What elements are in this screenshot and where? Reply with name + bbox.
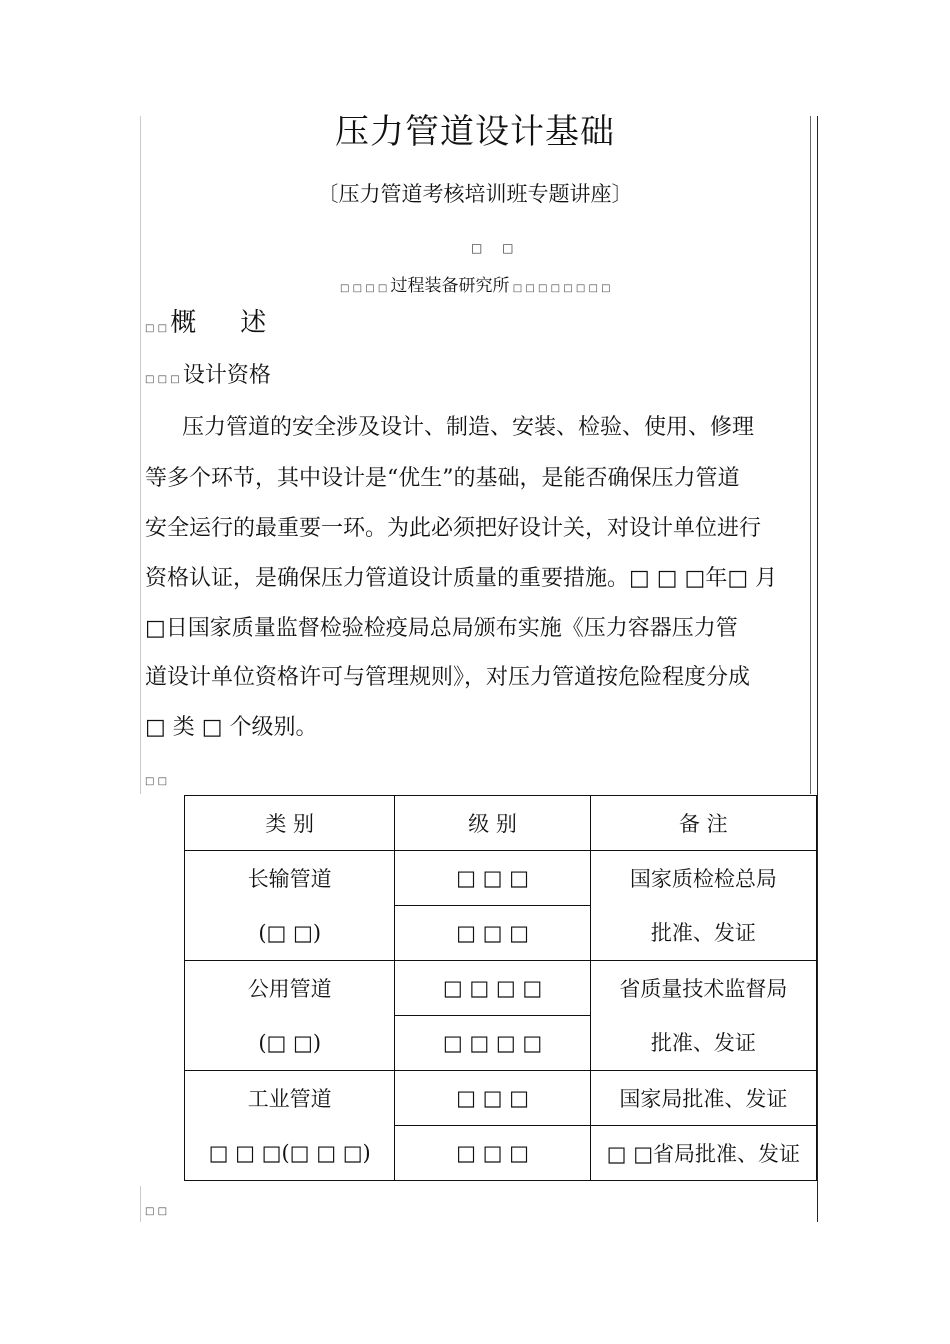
category-cell: 工业管道 □ □ □(□ □ □): [185, 1071, 395, 1181]
table-header-row: [185, 796, 817, 851]
table-row: [185, 961, 817, 1016]
paragraph-line: 道设计单位资格许可与管理规则》，对压力管道按危险程度分成: [145, 665, 751, 690]
right-margin-line-outer: [817, 116, 818, 1222]
level-cell: □ □ □ □: [395, 961, 590, 1016]
section-heading-text: 概述: [170, 308, 311, 338]
note-cell: 国家质检检总局 批准、发证: [590, 851, 816, 961]
placeholder-mark: □ □: [145, 1206, 168, 1217]
note-cell: □ □省局批准、发证: [590, 1126, 816, 1181]
section-heading: □ □ 概述: [145, 308, 311, 338]
left-margin-line-lower: [140, 1186, 141, 1222]
level-cell: □ □ □: [395, 906, 590, 961]
paragraph-line: 资格认证，是确保压力管道设计质量的重要措施。□ □ □年□ 月: [145, 566, 778, 591]
level-cell: □ □ □ □: [395, 1016, 590, 1071]
affiliation: 过程装备研究所: [390, 276, 510, 296]
category-cell: 公用管道 (□ □): [185, 961, 395, 1071]
subsection-heading-text: 设计资格: [182, 363, 271, 388]
table-row: [185, 1071, 817, 1126]
classification-table: [184, 795, 817, 1181]
level-cell: □ □ □: [395, 1071, 590, 1126]
paragraph-line: 安全运行的最重要一环。为此必须把好设计关，对设计单位进行: [145, 516, 762, 541]
category-cell: 长输管道 (□ □): [185, 851, 395, 961]
subsection-heading: □ □ □ 设计资格: [145, 363, 271, 388]
paragraph-line: □日国家质量监督检验检疫局总局颁布实施《压力容器压力管: [145, 616, 738, 641]
table-row: [185, 851, 817, 906]
document-title: 压力管道设计基础: [335, 112, 615, 152]
document-subtitle: 〔压力管道考核培训班专题讲座〕: [317, 182, 633, 206]
paragraph-line: 等多个环节，其中设计是“优生”的基础，是能否确保压力管道: [145, 466, 740, 491]
header-category: 类 别: [185, 796, 395, 851]
left-margin-line: [140, 116, 141, 794]
paragraph-line: □ 类 □ 个级别。: [145, 715, 318, 740]
author-placeholder: □ □: [471, 241, 522, 255]
subtitle-text: 压力管道考核培训班专题讲座: [338, 182, 612, 206]
placeholder-mark: □ □: [145, 776, 168, 787]
note-cell: 省质量技术监督局 批准、发证: [590, 961, 816, 1071]
note-cell: 国家局批准、发证: [590, 1071, 816, 1126]
header-note: 备 注: [590, 796, 816, 851]
level-cell: □ □ □: [395, 851, 590, 906]
right-margin-line: [810, 116, 811, 794]
paragraph-line: 压力管道的安全涉及设计、制造、安装、检验、使用、修理: [182, 415, 755, 440]
affiliation-line: □ □ □ □ 过程装备研究所 □ □ □ □ □ □ □ □: [340, 276, 611, 296]
header-level: 级 别: [395, 796, 590, 851]
level-cell: □ □ □: [395, 1126, 590, 1181]
